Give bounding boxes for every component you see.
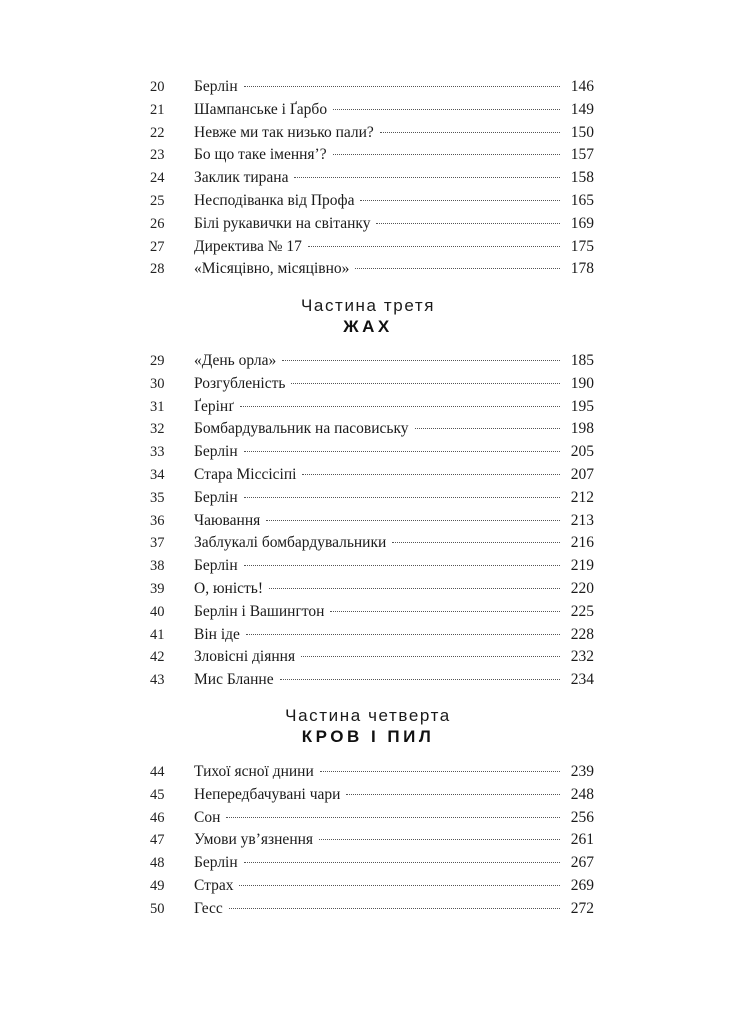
toc-entry [150,829,594,852]
toc-section-part-four [150,761,594,921]
toc-entry [150,646,594,669]
dot-leader [360,200,560,201]
dot-leader [415,428,560,429]
chapter-title: Несподіванка від Профа [194,191,355,209]
chapter-title: Шампанське і Ґарбо [194,100,328,118]
chapter-number: 28 [150,261,165,278]
chapter-number: 42 [150,649,165,666]
page-number: 190 [570,374,594,392]
chapter-title: Берлін [194,488,238,506]
page-number: 256 [570,808,594,826]
part-three-label: Частина третя [300,296,436,315]
page-number: 213 [570,511,594,529]
page-number: 169 [570,214,594,232]
toc-entry [150,555,594,578]
chapter-title: Берлін [194,78,238,95]
page-number: 185 [570,352,594,369]
chapter-number: 48 [150,855,165,872]
chapter-title: Розгубленість [194,374,286,392]
dot-leader [333,109,560,110]
chapter-title: Директива № 17 [194,237,302,255]
dot-leader [330,611,560,612]
page-number: 234 [570,671,594,689]
toc-entry [150,373,594,396]
chapter-title: Бомбардувальник на пасовиську [194,420,409,438]
page-number: 205 [570,443,594,461]
toc-entry [150,898,594,921]
toc-entry [150,669,594,692]
chapter-title: О, юність! [194,579,264,597]
chapter-title: Берлін [194,443,238,461]
dot-leader [244,862,560,863]
chapter-title: Зловісні діяння [194,648,296,666]
page-number: 207 [570,465,594,483]
chapter-title: Берлін [194,854,238,872]
chapter-title: «Місяцівно, місяцівно» [194,260,350,278]
toc-entry [150,350,594,373]
page-number: 175 [570,237,594,255]
chapter-number: 37 [150,535,165,552]
page-number: 228 [570,625,594,643]
chapter-number: 49 [150,877,165,894]
part-four-title: КРОВ І ПИЛ [301,727,435,746]
chapter-number: 33 [150,444,165,461]
chapter-title: Він іде [194,625,240,643]
chapter-number: 20 [150,79,165,95]
dot-leader [244,86,560,87]
part-three-title: ЖАХ [343,317,393,336]
dot-leader [291,383,560,384]
page-number: 267 [570,854,594,872]
chapter-title: Стара Міссісіпі [194,465,297,483]
chapter-number: 47 [150,832,165,849]
page-number: 219 [570,557,594,575]
dot-leader [244,565,560,566]
dot-leader [319,839,560,840]
toc-entry [150,784,594,807]
part-four-header [0,706,736,747]
chapter-title: Гесс [194,899,223,917]
chapter-number: 38 [150,558,165,575]
page-number: 178 [570,260,594,278]
dot-leader [380,132,560,133]
toc-entry [150,601,594,624]
part-three-header [0,296,736,337]
chapter-title: Умови ув’язнення [194,831,314,849]
chapter-number: 39 [150,580,165,597]
dot-leader [294,177,560,178]
page-number: 157 [570,146,594,164]
page-number: 269 [570,876,594,894]
part-four-label: Частина четверта [285,706,451,725]
chapter-title: Берлін [194,557,238,575]
dot-leader [302,474,560,475]
toc-entry [150,122,594,145]
dot-leader [346,794,560,795]
dot-leader [301,656,560,657]
page-number: 146 [570,78,594,95]
dot-leader [308,246,560,247]
chapter-number: 31 [150,398,165,415]
toc-entry [150,624,594,647]
toc-entry [150,144,594,167]
chapter-number: 50 [150,900,165,917]
dot-leader [392,542,560,543]
dot-leader [280,679,560,680]
page-number: 261 [570,831,594,849]
chapter-number: 41 [150,626,165,643]
chapter-title: Чаювання [194,511,261,529]
chapter-number: 36 [150,512,165,529]
page-number: 272 [570,899,594,917]
toc-entry [150,76,594,99]
page-number: 220 [570,579,594,597]
chapter-title: Непередбачувані чари [194,785,341,803]
toc-entry [150,532,594,555]
dot-leader [240,406,560,407]
dot-leader [239,885,560,886]
toc-entry [150,213,594,236]
chapter-title: Берлін і Вашингтон [194,602,325,620]
page-number: 150 [570,123,594,141]
toc-entry [150,487,594,510]
toc-entry [150,875,594,898]
page-number: 212 [570,488,594,506]
page-number: 232 [570,648,594,666]
page-number: 248 [570,785,594,803]
dot-leader [229,908,560,909]
page-number: 165 [570,191,594,209]
dot-leader [376,223,560,224]
chapter-title: Страх [194,876,234,894]
page-number: 239 [570,763,594,780]
page-number: 216 [570,534,594,552]
dot-leader [226,817,560,818]
chapter-number: 44 [150,764,165,780]
toc-entry [150,852,594,875]
chapter-title: Бо що таке іменняʼ? [194,146,327,164]
chapter-title: Невже ми так низько пали? [194,123,374,141]
dot-leader [266,520,560,521]
chapter-title: Ґерінґ [194,397,234,415]
chapter-number: 27 [150,238,165,255]
chapter-number: 35 [150,489,165,506]
toc-entry [150,190,594,213]
toc-entry [150,258,594,281]
toc-entry [150,464,594,487]
chapter-title: Заблукалі бомбардувальники [194,534,387,552]
chapter-title: Мис Бланне [194,671,274,689]
toc-entry [150,418,594,441]
chapter-number: 22 [150,124,165,141]
page-number: 225 [570,602,594,620]
toc-entry [150,441,594,464]
toc-entry [150,761,594,784]
page-number: 158 [570,169,594,187]
chapter-number: 25 [150,192,165,209]
toc-entry [150,236,594,259]
chapter-number: 45 [150,786,165,803]
chapter-number: 43 [150,672,165,689]
chapter-title: Білі рукавички на світанку [194,214,371,232]
chapter-number: 40 [150,603,165,620]
toc-section-part-two-continued [150,76,594,281]
dot-leader [320,771,560,772]
toc-entry [150,578,594,601]
toc-section-part-three [150,350,594,692]
chapter-number: 30 [150,375,165,392]
chapter-number: 21 [150,101,165,118]
toc-entry [150,807,594,830]
chapter-title: «День орла» [194,352,277,369]
chapter-number: 29 [150,353,165,369]
dot-leader [246,634,560,635]
chapter-number: 32 [150,421,165,438]
toc-entry [150,99,594,122]
chapter-number: 23 [150,147,165,164]
chapter-title: Тихої ясної днини [194,763,314,780]
dot-leader [282,360,560,361]
chapter-title: Заклик тирана [194,169,289,187]
toc-entry [150,396,594,419]
chapter-number: 34 [150,466,165,483]
dot-leader [244,451,560,452]
dot-leader [333,154,560,155]
chapter-number: 26 [150,215,165,232]
toc-entry [150,167,594,190]
page-number: 198 [570,420,594,438]
chapter-number: 46 [150,809,165,826]
chapter-title: Сон [194,808,221,826]
dot-leader [355,268,560,269]
toc-entry [150,510,594,533]
dot-leader [269,588,560,589]
page-number: 195 [570,397,594,415]
page-number: 149 [570,100,594,118]
dot-leader [244,497,560,498]
chapter-number: 24 [150,170,165,187]
